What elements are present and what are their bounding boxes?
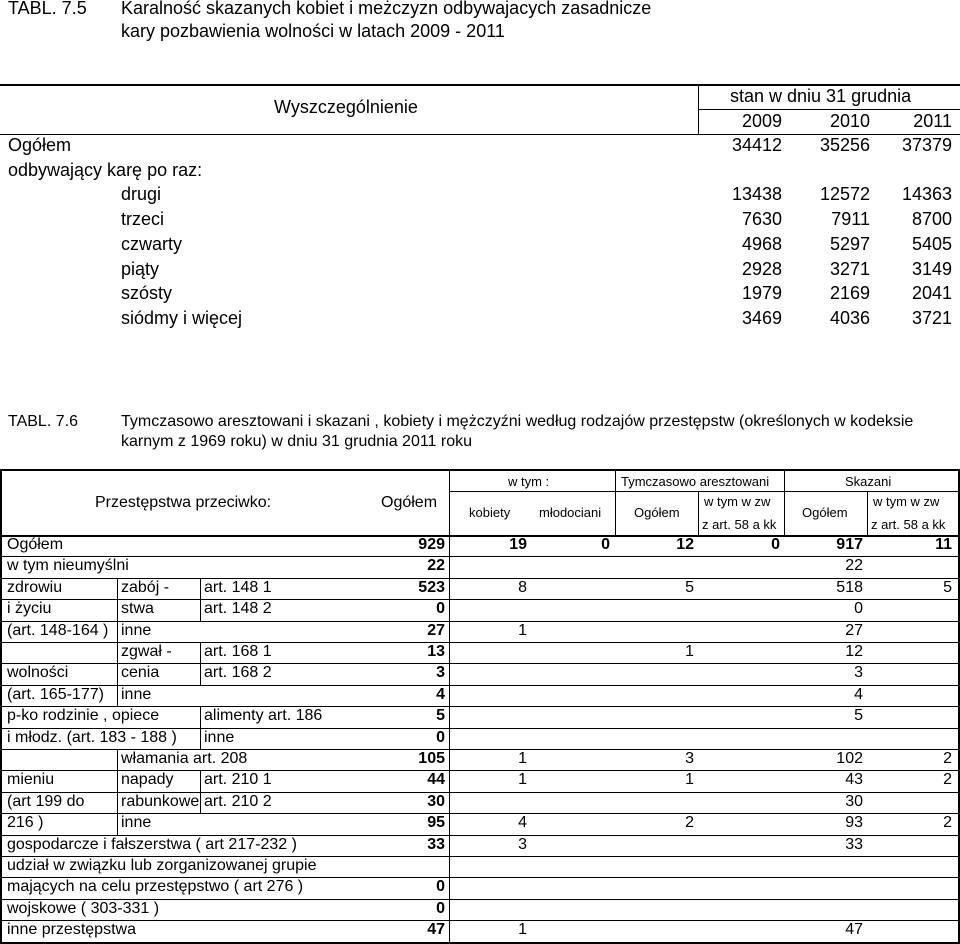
row-article: art. 148 1 [204, 578, 272, 596]
row-label: p-ko rodzinie , opiece [7, 707, 160, 725]
cell-value: 1 [518, 771, 527, 789]
grid-line [615, 469, 616, 535]
header-mlodociani: młodociani [539, 505, 602, 520]
cell-value: 27 [427, 621, 445, 639]
cell-value: 7911 [831, 209, 870, 230]
grid-line [867, 491, 868, 535]
cell-value: 1979 [741, 283, 782, 304]
row-article: inne [204, 728, 235, 746]
cell-value: 8 [518, 578, 527, 596]
cell-value: 43 [845, 771, 863, 789]
stan-header: stan w dniu 31 grudnia [730, 86, 912, 106]
header-kobiety: kobiety [469, 505, 511, 520]
grid-line [449, 469, 450, 535]
cell-value: 33 [427, 835, 445, 853]
cell-value: 27 [845, 621, 863, 639]
cell-value: 3721 [911, 307, 952, 328]
grid-line [117, 642, 118, 706]
year-header: 2011 [913, 111, 952, 131]
row-sublabel: inne [121, 685, 152, 703]
header-s-wtym-line1: w tym w zw [873, 494, 940, 509]
cell-value: 4968 [741, 233, 782, 254]
cell-value: 22 [845, 557, 863, 575]
cell-value: 5 [436, 707, 445, 725]
grid-line [200, 770, 201, 813]
cell-value: 0 [771, 536, 780, 553]
header-skazani: Skazani [845, 474, 892, 489]
table-title-line1: Tymczasowo aresztowani i skazani , kobiety i mężczyźni według rodzajów przestępstw (określonych w kodeksie [121, 413, 914, 430]
row-label: czwarty [121, 233, 183, 254]
cell-value: 1 [518, 750, 527, 767]
grid-line [449, 491, 960, 492]
cell-value: 2 [943, 814, 952, 832]
row-sublabel: inne [121, 621, 152, 639]
cell-value: 13438 [731, 184, 782, 205]
row-article: art. 210 2 [204, 792, 272, 810]
cell-value: 3271 [829, 258, 870, 279]
row-label: (art. 148-164 ) [7, 621, 109, 639]
row-label: zdrowiu [7, 578, 63, 596]
year-header: 2010 [829, 111, 870, 131]
cell-value: 47 [845, 921, 863, 939]
row-label: Ogółem [8, 135, 72, 155]
grid-line [200, 578, 201, 621]
cell-value: 4 [518, 814, 527, 832]
cell-value: 5 [685, 578, 694, 596]
row-label: w tym nieumyślni [7, 557, 129, 575]
cell-value: 0 [854, 600, 863, 618]
grid-line [200, 706, 201, 749]
table-title-line1: Karalność skazanych kobiet i meżczyzn odbywajacych zasadnicze [121, 0, 652, 18]
cell-value: 2 [685, 814, 694, 832]
cell-value: 12 [676, 536, 694, 553]
cell-value: 3469 [741, 307, 782, 328]
row-article: art. 168 1 [204, 643, 272, 660]
row-label: udział w związku lub zorganizowanej grupie [7, 857, 317, 874]
cell-value: 3 [685, 750, 694, 767]
row-sublabel: zabój - [121, 578, 170, 596]
cell-value: 3 [436, 664, 445, 682]
cell-value: 518 [836, 578, 863, 596]
cell-value: 3 [854, 664, 863, 682]
cell-value: 5 [854, 707, 863, 725]
row-label: gospodarcze i fałszerstwa ( art 217-232 ) [7, 835, 297, 853]
table-label: TABL. 7.5 [8, 0, 87, 18]
cell-value: 0 [436, 878, 445, 896]
header-przestepstwa: Przestępstwa przeciwko: [95, 494, 272, 511]
row-label: piąty [121, 258, 160, 279]
cell-value: 2169 [829, 283, 870, 304]
divider [698, 109, 960, 110]
cell-value: 37379 [901, 135, 952, 155]
grid-line [117, 578, 118, 642]
cell-value: 19 [509, 536, 527, 553]
cell-value: 102 [836, 750, 863, 767]
cell-value: 93 [845, 814, 863, 832]
table-label: TABL. 7.6 [8, 413, 78, 430]
cell-value: 2 [943, 750, 952, 767]
row-sublabel: inne [121, 814, 152, 832]
header-s-ogolem: Ogółem [802, 505, 848, 520]
row-label: 216 ) [7, 814, 44, 832]
cell-value: 1 [518, 621, 527, 639]
row-label: (art. 165-177) [7, 685, 104, 703]
row-sublabel: włamania art. 208 [121, 750, 248, 767]
grid-line [117, 749, 118, 835]
grid-line [449, 535, 450, 942]
cell-value: 523 [418, 578, 445, 596]
cell-value: 30 [427, 792, 445, 810]
cell-value: 1 [685, 771, 694, 789]
row-label: i życiu [7, 600, 52, 618]
row-label: mieniu [7, 771, 55, 789]
row-article: alimenty art. 186 [204, 707, 323, 725]
table-title-line2: karnym z 1969 roku) w dniu 31 grudnia 2011 roku [121, 433, 473, 450]
cell-value: 4036 [829, 307, 870, 328]
cell-value: 929 [418, 536, 445, 553]
cell-value: 7630 [741, 209, 782, 230]
cell-value: 44 [427, 771, 445, 789]
header-tymczasowo: Tymczasowo aresztowani [621, 474, 770, 489]
header-s-wtym-line2: z art. 58 a kk [871, 517, 946, 532]
row-label: (art 199 do [7, 792, 85, 810]
row-label: drugi [121, 184, 162, 205]
row-label: szósty [121, 283, 173, 304]
grid-line [698, 491, 699, 535]
cell-value: 0 [436, 728, 445, 746]
row-article: art. 148 2 [204, 600, 272, 618]
cell-value: 0 [436, 899, 445, 917]
cell-value: 0 [601, 536, 610, 553]
cell-value: 95 [427, 814, 445, 832]
row-label: siódmy i więcej [121, 307, 243, 328]
cell-value: 3 [518, 835, 527, 853]
row-sublabel: napady [121, 771, 174, 789]
cell-value: 8700 [911, 209, 952, 230]
cell-value: 5405 [911, 233, 952, 254]
row-label: mających na celu przestępstwo ( art 276 ) [7, 878, 304, 896]
cell-value: 1 [685, 643, 694, 660]
row-sublabel: cenia [121, 664, 160, 682]
row-sublabel: rabunkowe [121, 792, 200, 810]
row-label: odbywający karę po raz: [8, 159, 203, 180]
row-label: wojskowe ( 303-331 ) [7, 899, 160, 917]
cell-value: 917 [836, 536, 863, 553]
header-t-wtym-line1: w tym w zw [704, 494, 771, 509]
year-header: 2009 [741, 111, 782, 131]
row-sublabel: zgwał - [121, 643, 172, 660]
cell-value: 30 [845, 792, 863, 810]
cell-value: 5297 [829, 233, 870, 254]
grid-line [0, 942, 960, 944]
cell-value: 1 [518, 921, 527, 939]
cell-value: 12572 [819, 184, 870, 205]
cell-value: 33 [845, 835, 863, 853]
cell-value: 34412 [731, 135, 782, 155]
cell-value: 4 [436, 685, 445, 703]
cell-value: 11 [935, 536, 952, 553]
cell-value: 105 [418, 750, 445, 767]
header-t-ogolem: Ogółem [634, 505, 680, 520]
row-sublabel: stwa [121, 600, 154, 618]
cell-value: 2 [943, 771, 952, 789]
row-article: art. 210 1 [204, 771, 272, 789]
column-header: Wyszczególnienie [274, 97, 418, 117]
cell-value: 3149 [911, 258, 952, 279]
cell-value: 47 [427, 921, 445, 939]
table-title-line2: kary pozbawienia wolności w latach 2009 - 2011 [121, 21, 505, 41]
cell-value: 22 [427, 557, 445, 575]
grid-line [200, 642, 201, 685]
header-ogolem: Ogółem [381, 494, 438, 511]
row-article: art. 168 2 [204, 664, 272, 682]
cell-value: 0 [436, 600, 445, 618]
cell-value: 2928 [741, 258, 782, 279]
row-label: trzeci [121, 209, 165, 230]
grid-line [784, 469, 785, 535]
cell-value: 14363 [901, 184, 952, 205]
row-label: wolności [7, 664, 69, 682]
cell-value: 4 [854, 685, 863, 703]
header-w-tym: w tym : [508, 474, 550, 489]
row-label: inne przestępstwa [7, 921, 136, 939]
cell-value: 2041 [911, 283, 952, 304]
cell-value: 12 [845, 643, 863, 660]
header-t-wtym-line2: z art. 58 a kk [702, 517, 777, 532]
row-label: Ogółem [7, 536, 64, 553]
cell-value: 35256 [819, 135, 870, 155]
grid-line [0, 469, 960, 471]
cell-value: 13 [427, 643, 445, 660]
row-label: i młodz. (art. 183 - 188 ) [7, 728, 177, 746]
cell-value: 5 [943, 578, 952, 596]
